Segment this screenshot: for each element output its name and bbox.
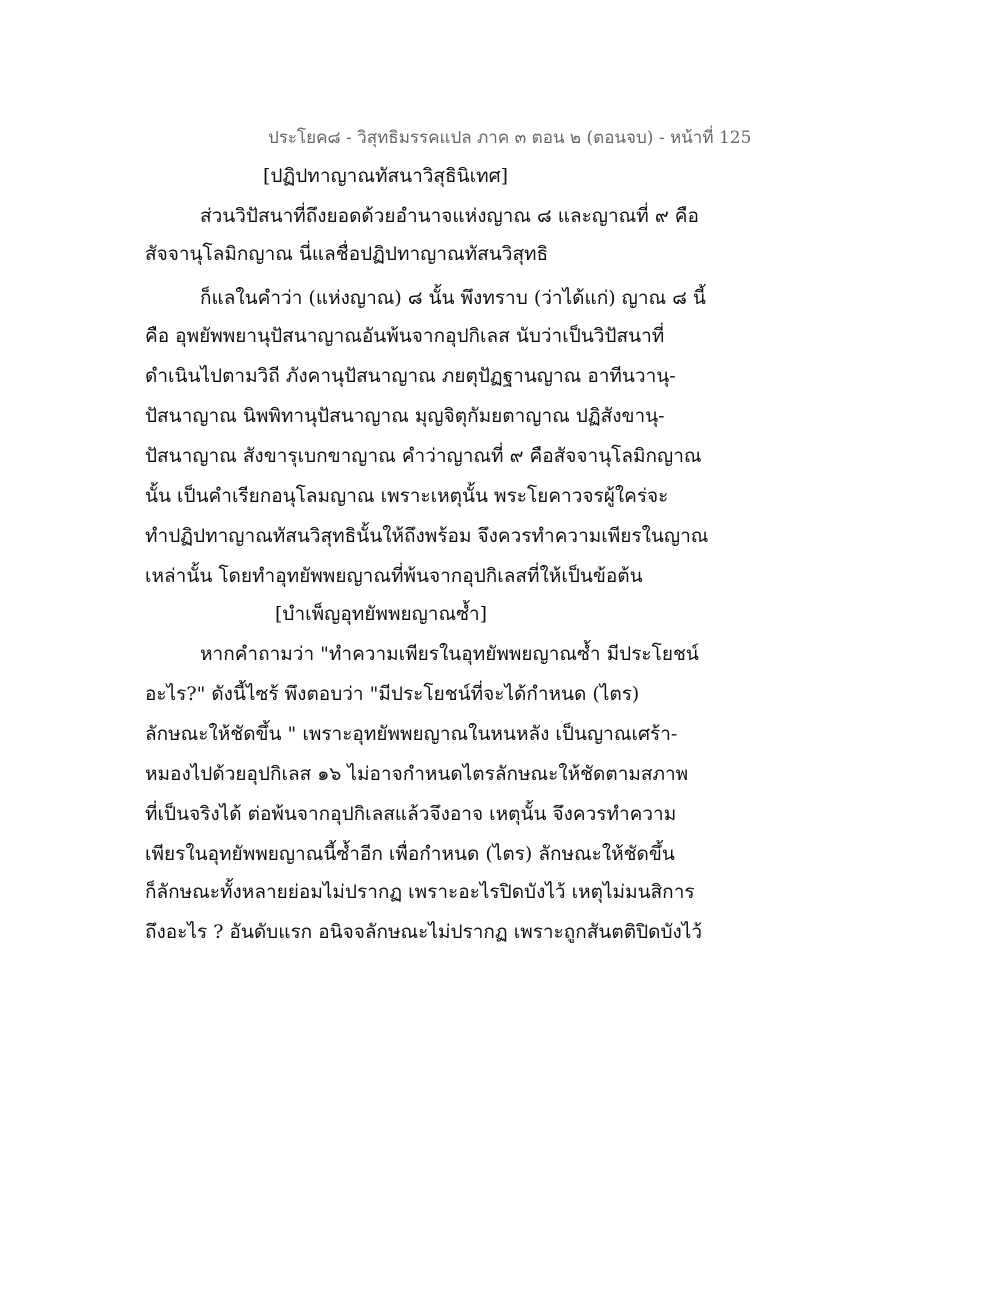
section-heading-patipada: [ปฏิปทาญาณทัสนาวิสุธินิเทศ]: [263, 165, 509, 187]
paragraph-line: หมองไปด้วยอุปกิเลส ๑๖ ไม่อาจกำหนดไตรลักษณะให้ชัดตามสภาพ: [145, 763, 689, 785]
page-header: ประโยค๘ - วิสุทธิมรรคแปล ภาค ๓ ตอน ๒ (ตอนจบ) - หน้าที่ 125: [268, 128, 752, 148]
paragraph-line: ลักษณะให้ชัดขึ้น " เพราะอุทยัพพยญาณในหนหลัง เป็นญาณเศร้า-: [145, 723, 678, 745]
paragraph-line: ถึงอะไร ? อันดับแรก อนิจจลักษณะไม่ปรากฏ เพราะถูกสันตติปิดบังไว้: [145, 921, 703, 943]
section-heading-udayabbaya: [บำเพ็ญอุทยัพพยญาณซ้ำ]: [275, 603, 488, 625]
paragraph-line: หากคำถามว่า "ทำความเพียรในอุทยัพพยญาณซ้ำ มีประโยชน์: [200, 643, 699, 665]
paragraph-line: อะไร?" ดังนี้ไซร้ พึงตอบว่า "มีประโยชน์ที่จะได้กำหนด (ไตร): [145, 683, 640, 705]
paragraph-line: ปัสนาญาณ สังขารุเบกขาญาณ คำว่าญาณที่ ๙ คือสัจจานุโลมิกญาณ: [145, 445, 702, 467]
paragraph-line: ส่วนวิปัสนาที่ถึงยอดด้วยอำนาจแห่งญาณ ๘ และญาณที่ ๙ คือ: [200, 205, 699, 227]
paragraph-line: คือ อุพยัพพยานุปัสนาญาณอันพ้นจากอุปกิเลส นับว่าเป็นวิปัสนาที่: [145, 325, 665, 347]
paragraph-line: ที่เป็นจริงได้ ต่อพ้นจากอุปกิเลสแล้วจึงอาจ เหตุนั้น จึงควรทำความ: [145, 803, 677, 825]
paragraph-line: เหล่านั้น โดยทำอุทยัพพยญาณที่พ้นจากอุปกิเลสที่ให้เป็นข้อต้น: [145, 565, 643, 587]
paragraph-line: นั้น เป็นคำเรียกอนุโลมญาณ เพราะเหตุนั้น พระโยคาวจรผู้ใคร่จะ: [145, 485, 669, 507]
paragraph-line: ก็ลักษณะทั้งหลายย่อมไม่ปรากฏ เพราะอะไรปิดบังไว้ เหตุไม่มนสิการ: [145, 881, 695, 903]
paragraph-line: สัจจานุโลมิกญาณ นี่แลชื่อปฏิปทาญาณทัสนวิสุทธิ: [145, 243, 549, 265]
paragraph-line: ก็แลในคำว่า (แห่งญาณ) ๘ นั้น พึงทราบ (ว่าได้แก่) ญาณ ๘ นี้: [200, 287, 706, 309]
paragraph-line: เพียรในอุทยัพพยญาณนี้ซ้ำอีก เพื่อกำหนด (ไตร) ลักษณะให้ชัดขึ้น: [145, 843, 675, 865]
paragraph-line: ปัสนาญาณ นิพพิทานุปัสนาญาณ มุญจิตุกัมยตาญาณ ปฏิสังขานุ-: [145, 405, 665, 427]
paragraph-line: ทำปฏิปทาญาณทัสนวิสุทธินั้นให้ถึงพร้อม จึงควรทำความเพียรในญาณ: [145, 525, 709, 547]
paragraph-line: ดำเนินไปตามวิถี ภังคานุปัสนาญาณ ภยตุปัฏฐานญาณ อาทีนวานุ-: [145, 365, 676, 387]
